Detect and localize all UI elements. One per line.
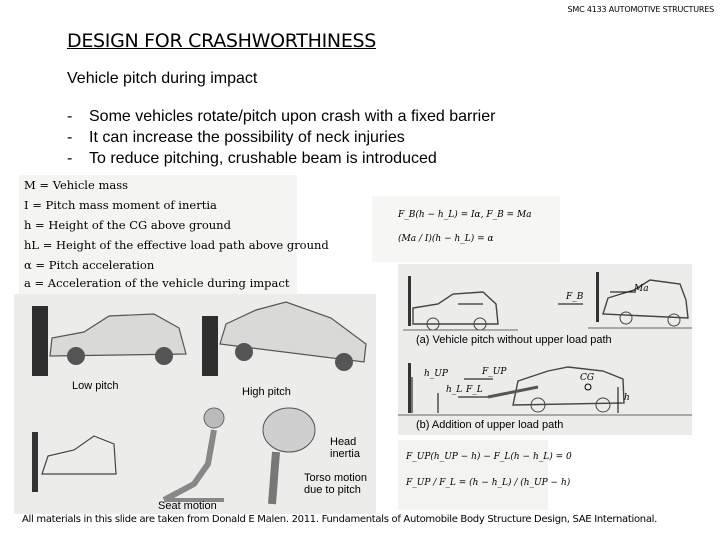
bullet-item: - Some vehicles rotate/pitch upon crash with a fixed barrier — [67, 108, 496, 125]
bullet-item: - It can increase the possibility of neck injuries — [67, 129, 405, 146]
bullet-item: - To reduce pitching, crushable beam is introduced — [67, 150, 437, 167]
pitch-equations — [372, 196, 560, 262]
course-code: SMC 4133 AUTOMOTIVE STRUCTURES — [567, 5, 714, 14]
caption-b: (b) Addition of upper load path — [416, 419, 564, 431]
label-h: h — [624, 393, 630, 403]
label-cg: CG — [580, 373, 595, 383]
figure-high-pitch — [196, 294, 376, 404]
legend-item: α = Pitch acceleration — [24, 258, 155, 272]
caption-high-pitch: High pitch — [242, 386, 291, 398]
figure-upper-load-path-b — [398, 357, 692, 435]
variable-legend — [19, 175, 329, 295]
legend-item: h = Height of the CG above ground — [24, 218, 231, 232]
legend-item: hL = Height of the effective load path above ground — [24, 238, 329, 252]
label-torso-motion: Torso motion due to pitch — [304, 472, 367, 496]
figure-vehicle-pitch-a — [398, 264, 692, 357]
label-seat-motion: Seat motion — [158, 500, 217, 512]
caption-a: (a) Vehicle pitch without upper load path — [416, 334, 612, 346]
legend-item: I = Pitch mass moment of inertia — [24, 198, 217, 212]
equation-line: (Ma / I)(h − h_L) = α — [398, 234, 494, 244]
slide-subtitle: Vehicle pitch during impact — [67, 70, 258, 87]
label-head-inertia: Head inertia — [330, 436, 360, 460]
load-path-equations — [398, 440, 572, 510]
occupant-illustration — [14, 404, 376, 514]
caption-low-pitch: Low pitch — [72, 380, 119, 392]
slide-title: DESIGN FOR CRASHWORTHINESS — [67, 30, 377, 52]
label-hl: h_L — [446, 385, 463, 395]
equation-line: F_B(h − h_L) = Iα, F_B = Ma — [398, 210, 532, 220]
figure-low-pitch — [14, 294, 196, 404]
label-ma: Ma — [634, 284, 649, 294]
label-fl: F_L — [466, 385, 483, 395]
label-fb: F_B — [566, 292, 584, 302]
label-hup: h_UP — [424, 369, 448, 379]
bullet-list — [67, 106, 495, 169]
legend-item: a = Acceleration of the vehicle during impact — [24, 276, 290, 290]
equation-line: F_UP(h_UP − h) − F_L(h − h_L) = 0 — [406, 452, 572, 462]
figure-neck-injury — [14, 404, 376, 514]
equation-line: F_UP / F_L = (h − h_L) / (h_UP − h) — [406, 478, 571, 488]
legend-item: M = Vehicle mass — [24, 178, 129, 192]
source-footnote: All materials in this slide are taken from Donald E Malen. 2011. Fundamentals of Automobile Body Structure Design, SAE International. — [22, 514, 658, 525]
label-fup: F_UP — [482, 367, 507, 377]
